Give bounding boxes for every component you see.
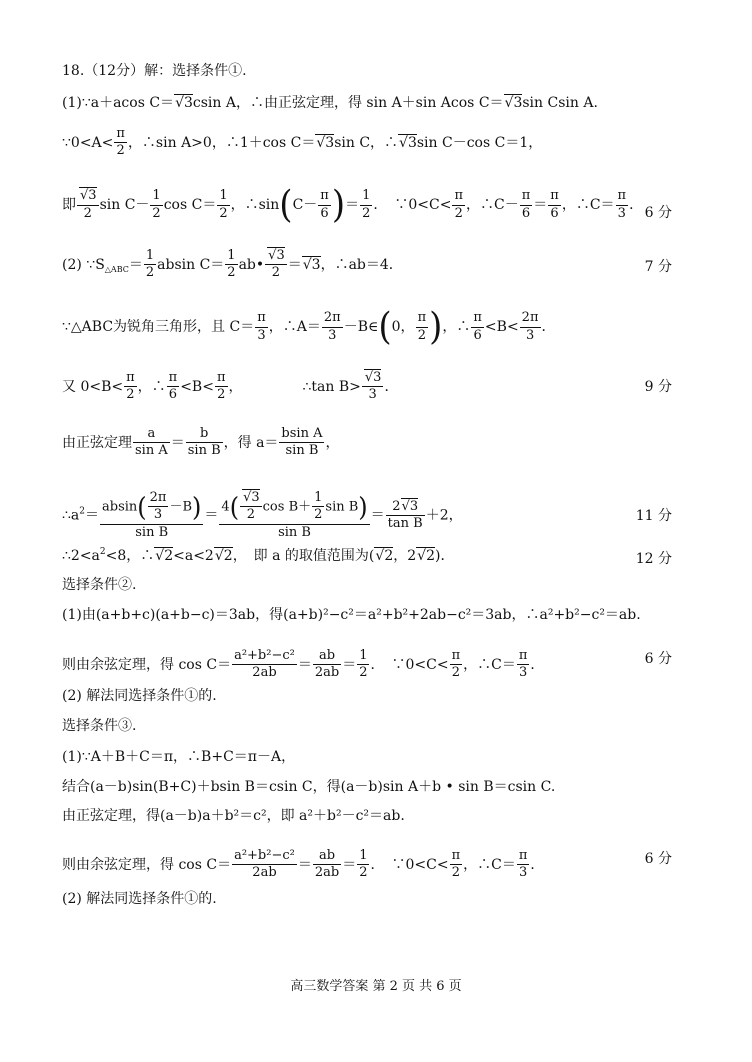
text: (1)∵a＋acos C＝	[62, 95, 175, 111]
score: 6 分	[644, 851, 672, 867]
fraction: $\frac{a}{\text{sin A}}$	[135, 426, 168, 459]
c1-line5	[62, 305, 556, 349]
text: ，2	[393, 548, 417, 564]
text: ＝	[533, 197, 548, 213]
paren: (	[279, 183, 293, 227]
text: 即	[62, 197, 76, 213]
fraction: $\frac{\pi}{6}$	[320, 188, 329, 221]
fraction: $\frac{1}{2}$	[359, 648, 368, 681]
text: ∵△ABC为锐角三角形，且 C＝	[62, 319, 255, 335]
paren: )	[429, 305, 443, 349]
superscript: 2	[79, 506, 85, 517]
sqrt: √ 3	[174, 94, 193, 111]
text: ，∴	[442, 319, 471, 335]
fraction: 4( √ $\frac{3}{2}$ cos B＋ $\frac{1}{2}$ sin B) sin B	[219, 490, 369, 541]
text: ＝	[342, 656, 357, 673]
text: ＝	[128, 256, 143, 273]
c3-title: 选择条件③.	[62, 718, 137, 734]
fraction: $\frac{\pi}{2}$	[417, 310, 427, 343]
text: ，∴ab＝4．	[320, 256, 403, 273]
score: 6 分	[644, 651, 672, 667]
fraction: √ $\frac{3}{2}$	[265, 248, 287, 282]
text: ＝	[342, 856, 357, 873]
score: 6 分	[644, 205, 672, 221]
sqrt: √ 2	[154, 547, 173, 564]
fraction: $\frac{\pi}{3}$	[257, 310, 266, 343]
text: ＋2，	[425, 507, 463, 524]
fraction: $\frac{\pi}{6}$	[550, 188, 559, 221]
c1-line7	[62, 426, 339, 460]
text: (2) ∵S	[62, 256, 105, 273]
text: ， 即 a 的取值范围为(	[232, 548, 375, 564]
fraction: $\frac{\pi}{2}$	[126, 370, 135, 403]
text: C－	[292, 197, 318, 213]
c1-line9	[62, 548, 454, 563]
c1-line2	[62, 126, 542, 160]
text: ＝	[297, 856, 312, 873]
fraction: $\frac{\pi}{2}$	[116, 126, 125, 159]
text: ＝	[85, 507, 99, 524]
text: csin A，∴由正弦定理，得 sin A＋sin Acos C＝	[192, 95, 504, 111]
text: ，∴C＝	[463, 656, 516, 673]
c2-line2	[62, 648, 544, 682]
text: ，	[228, 378, 243, 395]
fraction: $\frac{\text{a²+b²−c²}}{2ab}$	[234, 848, 295, 881]
fraction: $\frac{\pi}{2}$	[451, 848, 461, 881]
fraction: √ $\frac{3}{2}$	[77, 188, 99, 222]
sqrt: √ 3	[398, 134, 417, 151]
c2-line3: (2) 解法同选择条件①的.	[62, 688, 217, 704]
score: 7 分	[644, 259, 672, 275]
text: 由正弦定理	[62, 434, 132, 451]
text: <B<	[484, 319, 519, 335]
text: ＝	[204, 507, 219, 524]
text: <B<	[180, 378, 214, 395]
text: ∴tan B>	[302, 378, 361, 395]
c1-line1	[62, 96, 598, 110]
fraction: $\frac{1}{2}$	[362, 188, 371, 221]
fraction: $\frac{\pi}{3}$	[518, 648, 528, 681]
text: ＝	[287, 256, 302, 273]
text: sin C，∴	[334, 134, 399, 151]
text: ，	[325, 434, 340, 451]
text: cos C＝	[163, 197, 217, 213]
subscript: △ABC	[104, 264, 129, 274]
text: ．	[629, 197, 644, 213]
text: ． ∵0<C<	[370, 856, 449, 873]
fraction: $\frac{\pi}{6}$	[168, 370, 178, 403]
text: ∴a	[62, 507, 80, 524]
fraction: $\frac{\text{bsin A}}{\text{sin B}}$	[281, 426, 323, 459]
fraction: $\frac{\text{a²+b²−c²}}{2ab}$	[234, 648, 295, 681]
text: )．	[435, 548, 455, 564]
text: ，∴sin A>0，∴1＋cos C＝	[127, 134, 316, 151]
fraction: $\frac{1}{2}$	[219, 188, 228, 221]
score: 9 分	[644, 379, 672, 395]
fraction: $\frac{\pi}{2}$	[451, 648, 461, 681]
text: ∴2<a	[62, 548, 100, 564]
fraction: $\frac{1}{2}$	[152, 188, 161, 221]
text: sin C－	[99, 197, 150, 213]
c1-line8	[62, 490, 463, 541]
sqrt: √ 3	[315, 134, 334, 151]
text: ，∴	[137, 378, 166, 395]
paren: )	[331, 183, 346, 227]
sqrt: √ 2	[374, 547, 393, 564]
text: sin C－cos C＝1，	[416, 134, 543, 151]
fraction: $\frac{ab}{2ab}$	[314, 848, 340, 881]
c2-line1: (1)由(a+b+c)(a+b−c)＝3ab，得(a+b)²−c²＝a²+b²+2ab−c²＝3ab，∴a²+b²−c²＝ab.	[62, 607, 641, 623]
text: ．	[541, 319, 556, 335]
sqrt: √ 3	[302, 256, 321, 273]
text: ，∴sin	[230, 197, 280, 213]
c3-line5: (2) 解法同选择条件①的.	[62, 891, 217, 907]
text: 又 0<B<	[62, 378, 124, 395]
sqrt: √ 3	[504, 94, 523, 111]
fraction: √ $\frac{3}{3}$	[362, 370, 384, 404]
text: 0，	[391, 319, 415, 335]
text: ，∴C＝	[561, 197, 615, 213]
text: －B∈	[343, 319, 379, 335]
text: ＝	[370, 507, 385, 524]
text: 则由余弦定理，得 cos C＝	[62, 656, 232, 673]
text: absin C＝	[157, 256, 225, 273]
fraction: $\frac{\pi}{6}$	[521, 188, 531, 221]
text: ．	[530, 656, 545, 673]
text: ab•	[238, 256, 265, 273]
fraction: $\frac{b}{\text{sin B}}$	[187, 426, 221, 459]
fraction: $\frac{\pi}{3}$	[518, 848, 528, 881]
fraction: $\frac{2√ 3}{\text{tan B}}$	[386, 499, 425, 533]
c3-line1: (1)∵A＋B＋C＝π，∴B+C＝π－A，	[62, 749, 296, 765]
sqrt: √ 2	[416, 547, 435, 564]
sqrt: √ 2	[214, 547, 233, 564]
fraction: $\frac{\pi}{2}$	[216, 370, 226, 403]
text: ＝	[170, 434, 185, 451]
fraction: $\frac{1}{2}$	[359, 848, 368, 881]
problem-header: 18.（12分）解：选择条件①.	[62, 63, 247, 79]
text: ，∴C－	[466, 197, 519, 213]
text: ，∴C＝	[463, 856, 516, 873]
c3-line4	[62, 848, 544, 882]
text: ＝	[297, 656, 312, 673]
fraction: $\frac{ab}{2ab}$	[314, 648, 340, 681]
text: ． ∵0<C<	[373, 197, 452, 213]
score: 12 分	[635, 551, 672, 567]
page-footer: 高三数学答案 第 2 页 共 6 页	[290, 979, 462, 994]
c1-line3	[62, 183, 644, 227]
paren: (	[378, 305, 392, 349]
text: ，得 a＝	[223, 434, 279, 451]
text: <8，∴	[105, 548, 155, 564]
c1-line6	[62, 370, 398, 404]
fraction: $\frac{\pi}{6}$	[473, 310, 482, 343]
fraction: absin( $\frac{2\pi}{3}$ －B) sin B	[102, 490, 202, 540]
c1-line4	[62, 248, 403, 282]
c2-title: 选择条件②.	[62, 577, 137, 593]
fraction: $\frac{\pi}{2}$	[454, 188, 464, 221]
text: ∵0<A<	[62, 134, 114, 151]
text: ．	[384, 378, 399, 395]
score: 11 分	[635, 508, 672, 524]
text: 则由余弦定理，得 cos C＝	[62, 856, 232, 873]
text: ． ∵0<C<	[370, 656, 449, 673]
text: sin Csin A.	[522, 95, 598, 111]
fraction: $\frac{\pi}{3}$	[617, 188, 627, 221]
fraction: $\frac{2\pi}{3}$	[521, 310, 539, 343]
c3-line2: 结合(a－b)sin(B+C)＋bsin B＝csin C，得(a－b)sin A＋b • sin B＝csin C.	[62, 779, 556, 795]
text: <a<2	[173, 548, 214, 564]
fraction: $\frac{1}{2}$	[145, 248, 155, 281]
fraction: $\frac{2\pi}{3}$	[323, 310, 341, 343]
text: ．	[530, 856, 545, 873]
c3-line3: 由正弦定理，得(a－b)a＋b²＝c²，即 a²＋b²－c²＝ab.	[62, 808, 405, 824]
text: ，∴A＝	[268, 319, 321, 335]
fraction: $\frac{1}{2}$	[227, 248, 236, 281]
text: ＝	[345, 197, 360, 213]
superscript: 2	[99, 547, 106, 557]
